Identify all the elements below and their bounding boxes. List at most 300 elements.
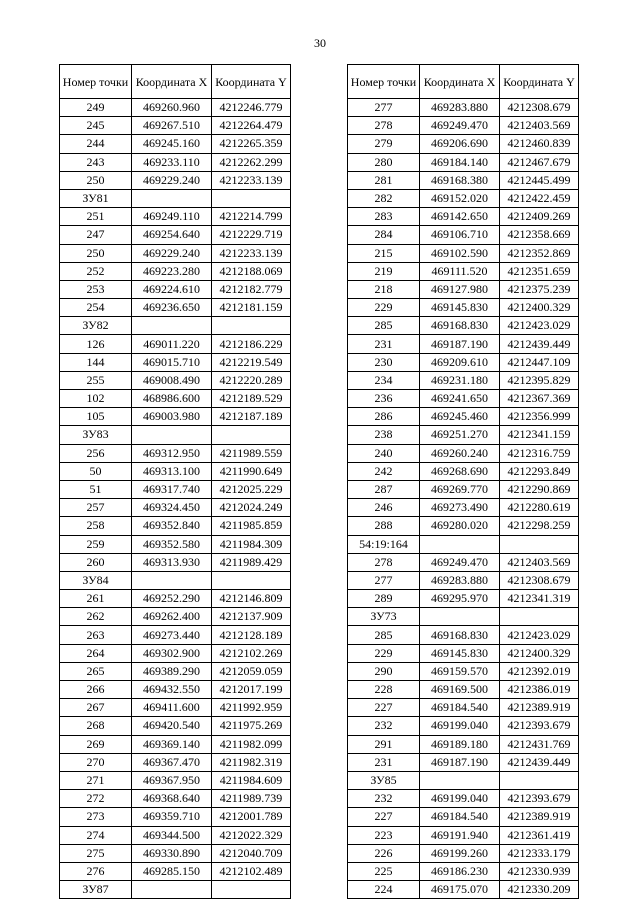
coordinate-x-cell: 469285.150 bbox=[132, 862, 212, 880]
point-number-cell: 285 bbox=[348, 317, 420, 335]
coordinate-y-cell: 4212181.159 bbox=[212, 299, 291, 317]
point-number-cell: 218 bbox=[348, 280, 420, 298]
coordinate-x-cell: 469206.690 bbox=[420, 135, 500, 153]
table-row bbox=[60, 662, 291, 680]
section-row bbox=[60, 317, 291, 335]
table-row bbox=[60, 862, 291, 880]
coordinate-y-cell: 4212447.109 bbox=[500, 353, 579, 371]
table-row bbox=[348, 208, 579, 226]
table-row bbox=[348, 280, 579, 298]
coordinate-x-cell: 469369.140 bbox=[132, 735, 212, 753]
coordinate-y-cell: 4212423.029 bbox=[500, 626, 579, 644]
table-row bbox=[60, 681, 291, 699]
section-label-cell: ЗУ84 bbox=[60, 571, 132, 589]
table-row bbox=[60, 226, 291, 244]
coordinate-y-cell: 4212431.769 bbox=[500, 735, 579, 753]
coordinate-y-cell: 4212367.369 bbox=[500, 390, 579, 408]
table-row bbox=[348, 626, 579, 644]
point-number-cell: 288 bbox=[348, 517, 420, 535]
coordinate-y-cell: 4212233.139 bbox=[212, 244, 291, 262]
coordinate-x-cell: 469260.240 bbox=[420, 444, 500, 462]
coordinate-y-cell: 4212187.189 bbox=[212, 408, 291, 426]
coordinate-y-cell: 4212290.869 bbox=[500, 480, 579, 498]
coordinate-y-cell: 4212298.259 bbox=[500, 517, 579, 535]
header-coordinate-y: Координата Y bbox=[212, 65, 291, 99]
coordinate-y-cell: 4212389.919 bbox=[500, 808, 579, 826]
table-row bbox=[348, 117, 579, 135]
point-number-cell: 229 bbox=[348, 644, 420, 662]
point-number-cell: 260 bbox=[60, 553, 132, 571]
table-row bbox=[348, 844, 579, 862]
coordinate-x-cell: 469330.890 bbox=[132, 844, 212, 862]
coordinate-y-cell: 4212128.189 bbox=[212, 626, 291, 644]
coordinate-y-cell: 4211975.269 bbox=[212, 717, 291, 735]
coordinate-x-cell: 469368.640 bbox=[132, 790, 212, 808]
table-row bbox=[348, 426, 579, 444]
coordinate-y-cell: 4212361.419 bbox=[500, 826, 579, 844]
table-header-row bbox=[60, 65, 291, 99]
coordinate-y-cell: 4212400.329 bbox=[500, 644, 579, 662]
coordinate-x-cell: 469229.240 bbox=[132, 244, 212, 262]
coordinate-x-cell bbox=[132, 317, 212, 335]
table-row bbox=[348, 826, 579, 844]
coordinate-y-cell bbox=[212, 317, 291, 335]
coordinate-x-cell: 469324.450 bbox=[132, 499, 212, 517]
coordinate-y-cell: 4212467.679 bbox=[500, 153, 579, 171]
table-row bbox=[60, 208, 291, 226]
point-number-cell: 256 bbox=[60, 444, 132, 462]
table-row bbox=[348, 862, 579, 880]
table-row bbox=[60, 626, 291, 644]
coordinate-y-cell: 4211985.859 bbox=[212, 517, 291, 535]
coordinate-y-cell: 4212265.359 bbox=[212, 135, 291, 153]
point-number-cell: 280 bbox=[348, 153, 420, 171]
table-row bbox=[348, 390, 579, 408]
coordinate-x-cell: 469224.610 bbox=[132, 280, 212, 298]
header-coordinate-x: Координата X bbox=[132, 65, 212, 99]
point-number-cell: 265 bbox=[60, 662, 132, 680]
coordinate-y-cell: 4212024.249 bbox=[212, 499, 291, 517]
coordinate-x-cell: 469313.100 bbox=[132, 462, 212, 480]
coordinate-y-cell: 4212186.229 bbox=[212, 335, 291, 353]
table-row bbox=[60, 371, 291, 389]
coordinate-y-cell: 4211984.609 bbox=[212, 771, 291, 789]
coordinate-y-cell: 4212229.719 bbox=[212, 226, 291, 244]
table-row bbox=[348, 735, 579, 753]
point-number-cell: 236 bbox=[348, 390, 420, 408]
coordinate-x-cell: 469231.180 bbox=[420, 371, 500, 389]
coordinate-x-cell: 469352.580 bbox=[132, 535, 212, 553]
coordinate-y-cell: 4212219.549 bbox=[212, 353, 291, 371]
table-row bbox=[60, 117, 291, 135]
table-row bbox=[348, 808, 579, 826]
section-label-cell: ЗУ83 bbox=[60, 426, 132, 444]
point-number-cell: 271 bbox=[60, 771, 132, 789]
coordinate-y-cell: 4212182.779 bbox=[212, 280, 291, 298]
coordinate-x-cell: 469223.280 bbox=[132, 262, 212, 280]
coordinate-x-cell: 469313.930 bbox=[132, 553, 212, 571]
point-number-cell: 262 bbox=[60, 608, 132, 626]
coordinate-x-cell: 469251.270 bbox=[420, 426, 500, 444]
coordinate-x-cell: 469168.830 bbox=[420, 317, 500, 335]
table-body-right bbox=[348, 99, 579, 899]
table-row bbox=[60, 644, 291, 662]
coordinate-y-cell: 4212351.659 bbox=[500, 262, 579, 280]
table-row bbox=[348, 244, 579, 262]
coordinate-x-cell: 469389.290 bbox=[132, 662, 212, 680]
table-row bbox=[60, 735, 291, 753]
coordinate-y-cell: 4211989.739 bbox=[212, 790, 291, 808]
coordinate-y-cell: 4212308.679 bbox=[500, 571, 579, 589]
table-row bbox=[60, 353, 291, 371]
coordinate-x-cell: 469184.540 bbox=[420, 808, 500, 826]
section-row bbox=[60, 189, 291, 207]
table-row bbox=[60, 826, 291, 844]
point-number-cell: 102 bbox=[60, 390, 132, 408]
section-label-cell: ЗУ73 bbox=[348, 608, 420, 626]
coordinate-y-cell: 4212395.829 bbox=[500, 371, 579, 389]
table-row bbox=[348, 99, 579, 117]
coordinate-x-cell: 469011.220 bbox=[132, 335, 212, 353]
coordinate-x-cell bbox=[132, 571, 212, 589]
point-number-cell: 126 bbox=[60, 335, 132, 353]
point-number-cell: 215 bbox=[348, 244, 420, 262]
coordinate-y-cell: 4212264.479 bbox=[212, 117, 291, 135]
table-row bbox=[60, 771, 291, 789]
table-row bbox=[348, 462, 579, 480]
section-label-cell: ЗУ85 bbox=[348, 771, 420, 789]
coordinate-y-cell: 4212445.499 bbox=[500, 171, 579, 189]
coordinate-x-cell: 469015.710 bbox=[132, 353, 212, 371]
coordinate-y-cell: 4212409.269 bbox=[500, 208, 579, 226]
coordinate-x-cell: 469169.500 bbox=[420, 681, 500, 699]
coordinate-x-cell: 469186.230 bbox=[420, 862, 500, 880]
point-number-cell: 282 bbox=[348, 189, 420, 207]
section-row bbox=[348, 771, 579, 789]
point-number-cell: 250 bbox=[60, 171, 132, 189]
section-row bbox=[348, 608, 579, 626]
coordinate-y-cell: 4211982.099 bbox=[212, 735, 291, 753]
point-number-cell: 243 bbox=[60, 153, 132, 171]
coordinate-x-cell: 469262.400 bbox=[132, 608, 212, 626]
coordinate-x-cell: 469344.500 bbox=[132, 826, 212, 844]
coordinates-table-right bbox=[347, 64, 579, 899]
coordinate-y-cell: 4212393.679 bbox=[500, 790, 579, 808]
section-label-cell: ЗУ81 bbox=[60, 189, 132, 207]
point-number-cell: 225 bbox=[348, 862, 420, 880]
coordinate-y-cell: 4211982.319 bbox=[212, 753, 291, 771]
point-number-cell: 50 bbox=[60, 462, 132, 480]
coordinate-x-cell: 469367.950 bbox=[132, 771, 212, 789]
point-number-cell: 232 bbox=[348, 717, 420, 735]
point-number-cell: 250 bbox=[60, 244, 132, 262]
table-row bbox=[60, 753, 291, 771]
table-row bbox=[60, 444, 291, 462]
table-row bbox=[348, 189, 579, 207]
coordinate-x-cell: 469168.380 bbox=[420, 171, 500, 189]
table-row bbox=[348, 335, 579, 353]
coordinate-y-cell: 4212017.199 bbox=[212, 681, 291, 699]
table-row bbox=[348, 299, 579, 317]
coordinate-x-cell: 469254.640 bbox=[132, 226, 212, 244]
table-row bbox=[348, 681, 579, 699]
coordinate-x-cell: 469245.160 bbox=[132, 135, 212, 153]
coordinate-y-cell bbox=[212, 189, 291, 207]
coordinate-x-cell: 469008.490 bbox=[132, 371, 212, 389]
table-row bbox=[60, 590, 291, 608]
point-number-cell: 278 bbox=[348, 553, 420, 571]
coordinate-x-cell: 469236.650 bbox=[132, 299, 212, 317]
table-row bbox=[348, 499, 579, 517]
coordinate-x-cell bbox=[420, 535, 500, 553]
point-number-cell: 229 bbox=[348, 299, 420, 317]
point-number-cell: 240 bbox=[348, 444, 420, 462]
table-row bbox=[348, 571, 579, 589]
point-number-cell: 289 bbox=[348, 590, 420, 608]
coordinate-x-cell: 469145.830 bbox=[420, 644, 500, 662]
coordinate-x-cell: 469102.590 bbox=[420, 244, 500, 262]
coordinate-x-cell: 469249.470 bbox=[420, 553, 500, 571]
coordinate-x-cell: 469142.650 bbox=[420, 208, 500, 226]
coordinate-x-cell bbox=[132, 189, 212, 207]
table-row bbox=[60, 335, 291, 353]
table-row bbox=[348, 717, 579, 735]
point-number-cell: 281 bbox=[348, 171, 420, 189]
coordinate-x-cell: 469295.970 bbox=[420, 590, 500, 608]
table-row bbox=[348, 753, 579, 771]
section-row bbox=[60, 426, 291, 444]
coordinate-x-cell: 469252.290 bbox=[132, 590, 212, 608]
coordinate-y-cell: 4212356.999 bbox=[500, 408, 579, 426]
point-number-cell: 252 bbox=[60, 262, 132, 280]
coordinate-y-cell: 4212280.619 bbox=[500, 499, 579, 517]
point-number-cell: 230 bbox=[348, 353, 420, 371]
coordinate-y-cell: 4212403.569 bbox=[500, 117, 579, 135]
point-number-cell: 269 bbox=[60, 735, 132, 753]
point-number-cell: 283 bbox=[348, 208, 420, 226]
coordinate-x-cell: 468986.600 bbox=[132, 390, 212, 408]
point-number-cell: 261 bbox=[60, 590, 132, 608]
point-number-cell: 227 bbox=[348, 699, 420, 717]
coordinate-y-cell: 4212040.709 bbox=[212, 844, 291, 862]
point-number-cell: 277 bbox=[348, 99, 420, 117]
point-number-cell: 284 bbox=[348, 226, 420, 244]
coordinate-y-cell: 4212400.329 bbox=[500, 299, 579, 317]
point-number-cell: 238 bbox=[348, 426, 420, 444]
coordinate-x-cell: 469175.070 bbox=[420, 881, 500, 899]
coordinate-x-cell bbox=[132, 426, 212, 444]
coordinate-y-cell bbox=[212, 426, 291, 444]
table-row bbox=[348, 262, 579, 280]
coordinate-x-cell: 469273.490 bbox=[420, 499, 500, 517]
coordinate-x-cell: 469209.610 bbox=[420, 353, 500, 371]
coordinate-x-cell: 469003.980 bbox=[132, 408, 212, 426]
coordinate-y-cell: 4211990.649 bbox=[212, 462, 291, 480]
coordinate-y-cell: 4212001.789 bbox=[212, 808, 291, 826]
coordinate-y-cell: 4212330.209 bbox=[500, 881, 579, 899]
coordinate-y-cell bbox=[500, 535, 579, 553]
coordinate-y-cell: 4212375.239 bbox=[500, 280, 579, 298]
coordinate-y-cell: 4212025.229 bbox=[212, 480, 291, 498]
header-coordinate-x: Координата X bbox=[420, 65, 500, 99]
coordinate-x-cell: 469106.710 bbox=[420, 226, 500, 244]
coordinate-y-cell: 4212422.459 bbox=[500, 189, 579, 207]
table-row bbox=[60, 153, 291, 171]
coordinate-y-cell: 4212022.329 bbox=[212, 826, 291, 844]
coordinate-y-cell: 4212308.679 bbox=[500, 99, 579, 117]
coordinate-x-cell: 469432.550 bbox=[132, 681, 212, 699]
table-row bbox=[60, 262, 291, 280]
point-number-cell: 273 bbox=[60, 808, 132, 826]
coordinate-x-cell: 469191.940 bbox=[420, 826, 500, 844]
coordinate-y-cell: 4212389.919 bbox=[500, 699, 579, 717]
coordinate-y-cell bbox=[500, 608, 579, 626]
header-coordinate-y: Координата Y bbox=[500, 65, 579, 99]
coordinate-x-cell: 469317.740 bbox=[132, 480, 212, 498]
table-row bbox=[60, 408, 291, 426]
coordinate-x-cell: 469199.040 bbox=[420, 790, 500, 808]
table-header-row bbox=[348, 65, 579, 99]
table-row bbox=[348, 662, 579, 680]
coordinate-x-cell: 469187.190 bbox=[420, 335, 500, 353]
coordinate-y-cell bbox=[212, 881, 291, 899]
coordinate-y-cell: 4212341.159 bbox=[500, 426, 579, 444]
coordinate-y-cell: 4212403.569 bbox=[500, 553, 579, 571]
coordinate-y-cell: 4212262.299 bbox=[212, 153, 291, 171]
coordinate-x-cell: 469273.440 bbox=[132, 626, 212, 644]
table-row bbox=[60, 844, 291, 862]
coordinate-x-cell: 469184.140 bbox=[420, 153, 500, 171]
point-number-cell: 270 bbox=[60, 753, 132, 771]
coordinate-x-cell: 469302.900 bbox=[132, 644, 212, 662]
coordinate-y-cell: 4212189.529 bbox=[212, 390, 291, 408]
table-row bbox=[348, 644, 579, 662]
point-number-cell: 277 bbox=[348, 571, 420, 589]
point-number-cell: 244 bbox=[60, 135, 132, 153]
point-number-cell: 275 bbox=[60, 844, 132, 862]
coordinate-x-cell: 469359.710 bbox=[132, 808, 212, 826]
section-label-cell: ЗУ87 bbox=[60, 881, 132, 899]
coordinate-x-cell: 469241.650 bbox=[420, 390, 500, 408]
coordinate-y-cell bbox=[500, 771, 579, 789]
point-number-cell: 223 bbox=[348, 826, 420, 844]
point-number-cell: 234 bbox=[348, 371, 420, 389]
table-row bbox=[60, 553, 291, 571]
point-number-cell: 259 bbox=[60, 535, 132, 553]
coordinate-x-cell bbox=[420, 771, 500, 789]
point-number-cell: 253 bbox=[60, 280, 132, 298]
coordinate-y-cell: 4212316.759 bbox=[500, 444, 579, 462]
point-number-cell: 231 bbox=[348, 335, 420, 353]
coordinate-x-cell: 469268.690 bbox=[420, 462, 500, 480]
coordinate-y-cell: 4212214.799 bbox=[212, 208, 291, 226]
table-row bbox=[60, 608, 291, 626]
point-number-cell: 219 bbox=[348, 262, 420, 280]
coordinate-x-cell: 469168.830 bbox=[420, 626, 500, 644]
section-row bbox=[60, 571, 291, 589]
point-number-cell: 266 bbox=[60, 681, 132, 699]
point-number-cell: 268 bbox=[60, 717, 132, 735]
table-row bbox=[60, 462, 291, 480]
coordinate-x-cell: 469249.470 bbox=[420, 117, 500, 135]
point-number-cell: 251 bbox=[60, 208, 132, 226]
point-number-cell: 51 bbox=[60, 480, 132, 498]
header-point-number: Номер точки bbox=[60, 65, 132, 99]
coordinate-y-cell: 4212188.069 bbox=[212, 262, 291, 280]
coordinate-y-cell: 4212059.059 bbox=[212, 662, 291, 680]
coordinate-y-cell: 4212358.669 bbox=[500, 226, 579, 244]
table-body-left bbox=[60, 99, 291, 899]
coordinate-x-cell: 469233.110 bbox=[132, 153, 212, 171]
coordinate-x-cell: 469283.880 bbox=[420, 99, 500, 117]
coordinate-y-cell: 4211989.559 bbox=[212, 444, 291, 462]
coordinate-x-cell: 469280.020 bbox=[420, 517, 500, 535]
coordinate-x-cell: 469111.520 bbox=[420, 262, 500, 280]
table-row bbox=[60, 171, 291, 189]
coordinate-x-cell: 469352.840 bbox=[132, 517, 212, 535]
coordinate-x-cell: 469367.470 bbox=[132, 753, 212, 771]
coordinate-y-cell: 4212220.289 bbox=[212, 371, 291, 389]
point-number-cell: 258 bbox=[60, 517, 132, 535]
table-row bbox=[348, 408, 579, 426]
coordinate-y-cell: 4212137.909 bbox=[212, 608, 291, 626]
table-row bbox=[348, 881, 579, 899]
table-row bbox=[60, 99, 291, 117]
header-point-number: Номер точки bbox=[348, 65, 420, 99]
point-number-cell: 224 bbox=[348, 881, 420, 899]
table-row bbox=[348, 371, 579, 389]
table-row bbox=[348, 135, 579, 153]
point-number-cell: 263 bbox=[60, 626, 132, 644]
coordinate-x-cell: 469260.960 bbox=[132, 99, 212, 117]
table-row bbox=[348, 590, 579, 608]
section-label-cell: 54:19:164 bbox=[348, 535, 420, 553]
table-row bbox=[348, 153, 579, 171]
coordinate-y-cell: 4212146.809 bbox=[212, 590, 291, 608]
table-row bbox=[348, 171, 579, 189]
coordinate-y-cell: 4212330.939 bbox=[500, 862, 579, 880]
coordinate-y-cell: 4212439.449 bbox=[500, 335, 579, 353]
point-number-cell: 226 bbox=[348, 844, 420, 862]
point-number-cell: 105 bbox=[60, 408, 132, 426]
coordinate-x-cell: 469199.260 bbox=[420, 844, 500, 862]
table-row bbox=[60, 790, 291, 808]
coordinate-y-cell: 4212233.139 bbox=[212, 171, 291, 189]
coordinate-y-cell: 4212341.319 bbox=[500, 590, 579, 608]
point-number-cell: 254 bbox=[60, 299, 132, 317]
point-number-cell: 267 bbox=[60, 699, 132, 717]
point-number-cell: 232 bbox=[348, 790, 420, 808]
coordinate-y-cell: 4211989.429 bbox=[212, 553, 291, 571]
table-row bbox=[348, 480, 579, 498]
table-row bbox=[348, 353, 579, 371]
coordinate-x-cell: 469229.240 bbox=[132, 171, 212, 189]
point-number-cell: 255 bbox=[60, 371, 132, 389]
coordinate-x-cell bbox=[420, 608, 500, 626]
coordinate-y-cell: 4211992.959 bbox=[212, 699, 291, 717]
point-number-cell: 290 bbox=[348, 662, 420, 680]
table-row bbox=[60, 535, 291, 553]
table-row bbox=[60, 517, 291, 535]
coordinate-x-cell: 469145.830 bbox=[420, 299, 500, 317]
table-row bbox=[348, 226, 579, 244]
coordinate-x-cell: 469411.600 bbox=[132, 699, 212, 717]
coordinate-y-cell: 4212102.489 bbox=[212, 862, 291, 880]
point-number-cell: 144 bbox=[60, 353, 132, 371]
table-row bbox=[60, 280, 291, 298]
coordinate-x-cell: 469187.190 bbox=[420, 753, 500, 771]
coordinate-y-cell: 4212393.679 bbox=[500, 717, 579, 735]
